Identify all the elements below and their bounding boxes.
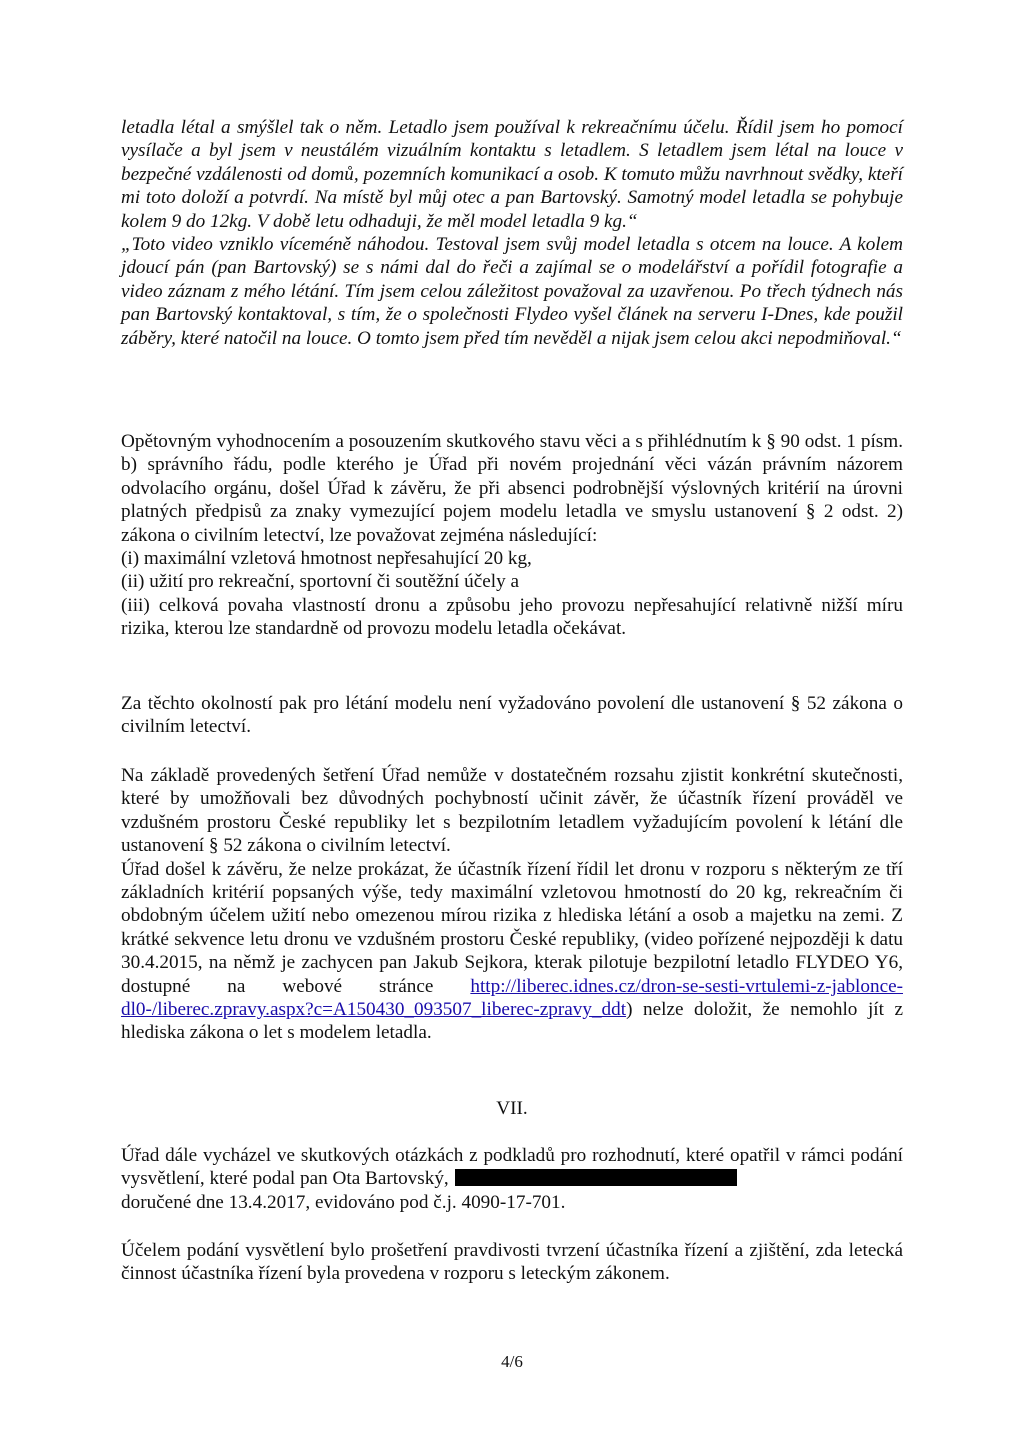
purpose-paragraph <box>121 1239 903 1286</box>
assessment-intro: Opětovným vyhodnocením a posouzením skutkového stavu věci a s přihlédnutím k § 90 odst. 1 písm. b) správního řádu, podle kterého je Úřad při novém projednání věci vázán právním názorem odvolacího orgánu, došel Úřad k závěru, že při absenci podrobnější výslovných kritérií na úrovni platných předpisů za znaky vymezující pojem modelu letadla ve smyslu ustanovení § 2 odst. 2) zákona o civilním letectví, lze považovat zejména následující: <box>121 431 903 546</box>
quote-paragraph-1: letadla létal a smýšlel tak o něm. Letadlo jsem používal k rekreačnímu účelu. Řídil jsem ho pomocí vysílače a byl jsem v neustálém vizuálním kontaktu s letadlem. S letadlem jsem létal na louce v bezpečné vzdálenosti od domů, pozemních komunikací a osob. K tomuto můžu navrhnout svědky, kteří mi toto doloží a potvrdí. Na místě byl můj otec a pan Bartovský. Samotný model letadla se pohybuje kolem 9 do 12kg. V době letu odhaduji, že měl model letadla 9 kg.“ <box>121 117 903 232</box>
section-vii-paragraph <box>121 1144 903 1214</box>
findings-section <box>121 764 903 1045</box>
permission-text: Za těchto okolností pak pro létání modelu není vyžadováno povolení dle ustanovení § 52 zákona o civilním letectví. <box>121 693 903 738</box>
quote-paragraph-2: „Toto video vzniklo víceméně náhodou. Testoval jsem svůj model letadla s otcem na louce. A kolem jdoucí pán (pan Bartovský) se s námi dal do řeči a zajímal se o modelářství a pořídil fotografie a video záznam z mého létání. Tím jsem celou záležitost považoval za uzavřenou. Po třech týdnech nás pan Bartovský kontaktoval, s tím, že o společnosti Flydeo vyšel článek na serveru I-Dnes, kde použil záběry, které natočil na louce. O tomto jsem před tím nevěděl a nijak jsem celou akci nepodmiňoval.“ <box>121 234 903 349</box>
criterion-3: (iii) celková povaha vlastností dronu a způsobu jeho provozu nepřesahující relativně nižší míru rizika, kterou lze standardně od provozu modelu letadla očekávat. <box>121 594 903 640</box>
explanation-date: doručené dne 13.4.2017, evidováno pod č.j. 4090-17-701. <box>121 1191 566 1213</box>
page-number: 4/6 <box>501 1352 523 1371</box>
quote-block <box>121 116 903 350</box>
purpose-text: Účelem podání vysvětlení bylo prošetření pravdivosti tvrzení účastníka řízení a zjištění, zda letecká činnost účastníka řízení byla provedena v rozporu s leteckým zákonem. <box>121 1240 903 1285</box>
assessment-section <box>121 430 903 641</box>
redaction-bar <box>455 1169 737 1186</box>
article-link[interactable]: http://liberec.idnes.cz/dron-se-sesti-vrtulemi-z-jablonce-dl0-/liberec.zpravy.aspx?c=A150430_093507_liberec-zpravy_ddt <box>121 975 903 1021</box>
conclusion-paragraph <box>121 858 903 1045</box>
criterion-2: (ii) užití pro rekreační, sportovní či soutěžní účely a <box>121 571 520 593</box>
section-heading: VII. <box>496 1098 528 1119</box>
permission-paragraph <box>121 692 903 739</box>
explanation-text: Úřad dále vycházel ve skutkových otázkách z podkladů pro rozhodnutí, které opatřil v rámci podání vysvětlení, které podal pan Ota Bartovský, <box>121 1145 903 1190</box>
conclusion-text-end: ) nelze doložit, že nemohlo jít z hlediska zákona o let s modelem letadla. <box>121 999 903 1044</box>
criterion-1: (i) maximální vzletová hmotnost nepřesahující 20 kg, <box>121 548 532 570</box>
conclusion-text: Úřad došel k závěru, že nelze prokázat, že účastník řízení řídil let dronu v rozporu s některým ze tří základních kritérií popsaných výše, tedy maximální vzletovou hmotností do 20 kg, rekreačním či obdobným účelem užití nebo omezenou mírou rizika z hlediska létání a osob a majetku na zemi. Z krátké sekvence letu dronu ve vzdušném prostoru České republiky, (video pořízené nejpozději k datu 30.4.2015, na němž je zachycen pan Jakub Sejkora, kterak pilotuje bezpilotní letadlo FLYDEO Y6, dostupné na webové stránce <box>121 858 903 997</box>
findings-paragraph: Na základě provedených šetření Úřad nemůže v dostatečném rozsahu zjistit konkrétní skutečnosti, které by umožňovali bez důvodných pochybností učinit závěr, že účastník řízení prováděl ve vzdušném prostoru České republiky let s bezpilotním letadlem vyžadujícím povolení k létání dle ustanovení § 52 zákona o civilním letectví. <box>121 765 903 857</box>
explanation-paragraph <box>121 1144 903 1214</box>
